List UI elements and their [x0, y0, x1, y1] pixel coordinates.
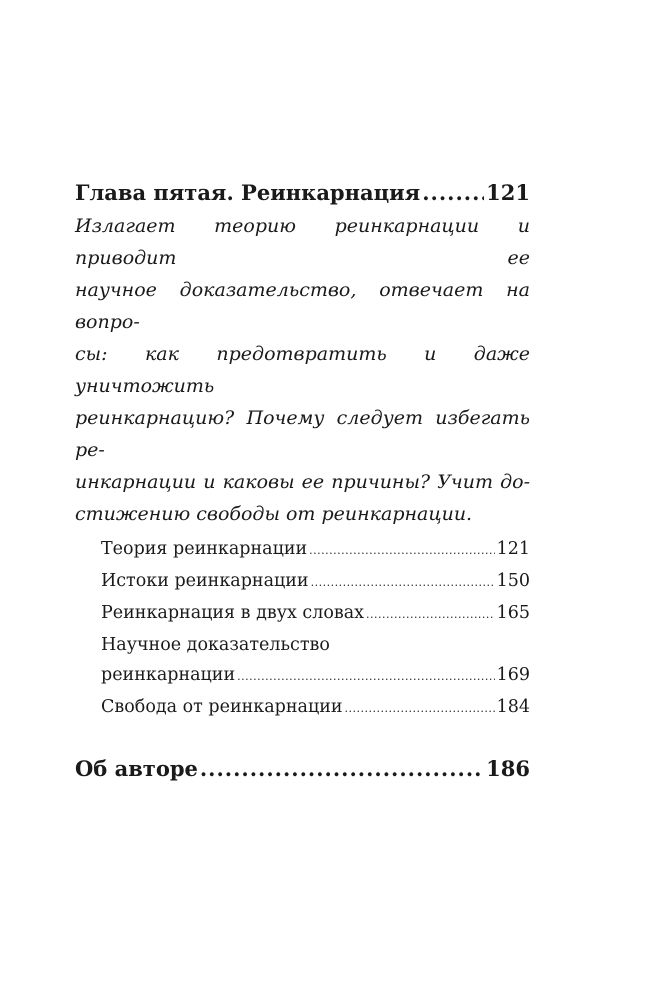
section-list — [75, 534, 530, 724]
description-line: стижению свободы от реинкарнации. — [75, 503, 473, 525]
chapter-title: Глава пятая. Реинкарнация — [75, 180, 421, 205]
section-title: Реинкарнация в двух словах — [101, 603, 365, 623]
section-page-number: 169 — [496, 665, 530, 685]
dot-leader — [200, 752, 484, 786]
section-entry[interactable] — [101, 566, 530, 598]
section-page-number: 165 — [496, 603, 530, 623]
section-entry[interactable] — [101, 534, 530, 566]
chapter-heading[interactable] — [75, 176, 530, 210]
dot-leader — [422, 176, 484, 210]
description-line: реинкарнацию? Почему следует избегать ре- — [75, 407, 530, 461]
about-title: Об авторе — [75, 756, 198, 781]
dot-leader — [237, 662, 494, 692]
dot-leader — [309, 536, 494, 566]
section-page-number: 121 — [496, 539, 530, 559]
section-title: реинкарнации — [101, 665, 236, 685]
description-line: инкарнации и каковы ее причины? Учит до- — [75, 471, 530, 493]
section-page-number: 150 — [496, 571, 530, 591]
about-page-number: 186 — [486, 756, 530, 781]
section-entry[interactable] — [101, 692, 530, 724]
section-title: Свобода от реинкарнации — [101, 697, 343, 717]
table-of-contents — [75, 176, 530, 786]
description-line: научное доказательство, отвечает на вопро- — [75, 279, 530, 333]
section-entry[interactable] — [101, 660, 530, 692]
dot-leader — [345, 694, 495, 724]
section-title: Теория реинкарнации — [101, 539, 308, 559]
dot-leader — [311, 568, 495, 598]
description-line: сы: как предотвратить и даже уничтожить — [75, 343, 530, 397]
chapter-page-number: 121 — [486, 180, 530, 205]
chapter-description — [75, 210, 530, 530]
section-title: Истоки реинкарнации — [101, 571, 309, 591]
section-page-number: 184 — [496, 697, 530, 717]
about-author-entry[interactable] — [75, 752, 530, 786]
section-title-line[interactable]: Научное доказательство — [101, 635, 330, 655]
section-entry[interactable] — [101, 598, 530, 630]
dot-leader — [366, 600, 495, 630]
description-line: Излагает теорию реинкарнации и приводит ее — [75, 215, 530, 269]
